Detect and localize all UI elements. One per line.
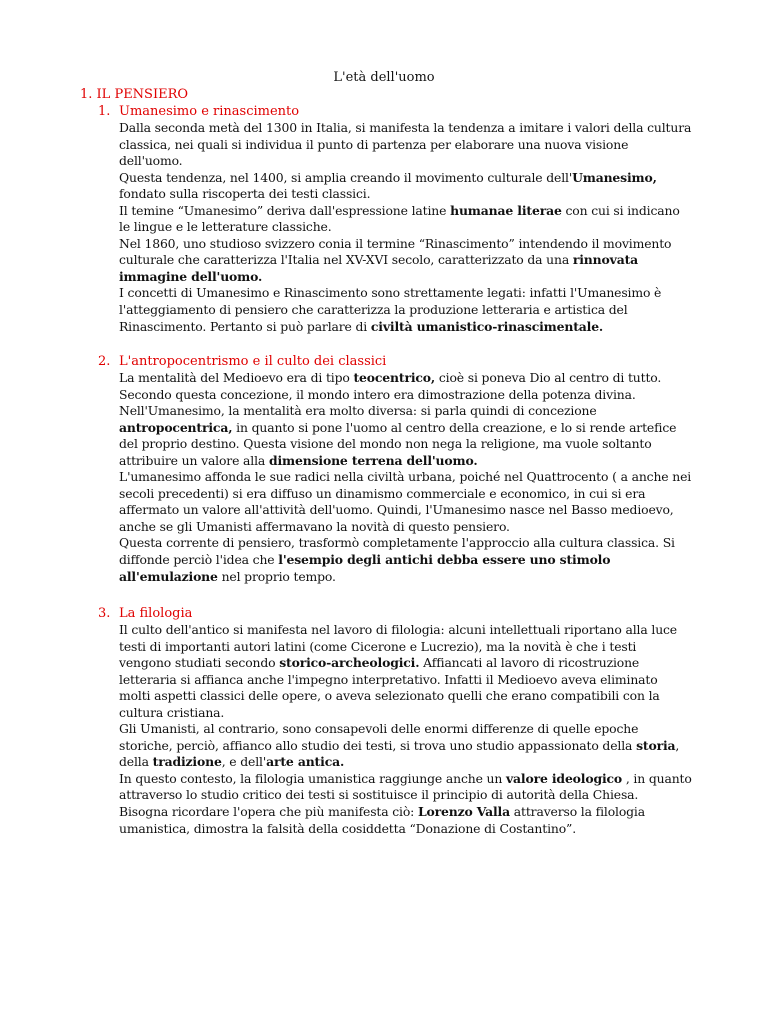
bold-text: immagine dell'uomo.	[119, 268, 263, 284]
text-line	[119, 552, 718, 569]
document-title: L'età dell'uomo	[333, 70, 435, 85]
text-line	[119, 269, 718, 286]
text-line	[119, 370, 718, 387]
bold-text: tradizione	[152, 754, 222, 770]
bold-text: humanae literae	[450, 202, 562, 218]
text-line	[119, 252, 718, 269]
text-line	[119, 804, 718, 821]
text-run: umanistica, dimostra la falsità della cosiddetta “Donazione di Costantino”.	[119, 820, 577, 836]
text-run: Nell'Umanesimo, la mentalità era molto diversa: si parla quindi di concezione	[119, 403, 597, 419]
text-run: classica, nei quali si individua il punto di partenza per elaborare una nuova visione	[119, 136, 629, 152]
text-run: Il temine “Umanesimo” deriva dall'espressione latine	[119, 202, 451, 218]
section-heading	[98, 353, 718, 370]
text-line	[119, 203, 718, 220]
bold-text: storia	[636, 737, 676, 753]
text-line	[119, 153, 718, 170]
section-number: 2.	[98, 354, 111, 369]
text-run: Questa tendenza, nel 1400, si amplia creando il movimento culturale dell'	[119, 169, 573, 185]
section-title: L'antropocentrismo e il culto dei classici	[119, 354, 387, 369]
bold-text: arte antica.	[266, 754, 345, 770]
text-line	[119, 403, 718, 420]
text-line	[119, 170, 718, 187]
text-run: , e dell'	[221, 754, 267, 770]
text-run: L'umanesimo affonda le sue radici nella civiltà urbana, poiché nel Quattrocento ( a anche nei	[119, 469, 692, 485]
text-run: affermato un valore all'attività dell'uomo. Quindi, l'Umanesimo nasce nel Basso medioevo,	[119, 502, 674, 518]
section-antropocentrismo	[98, 353, 718, 585]
text-run: In questo contesto, la filologia umanistica raggiunge anche un	[119, 770, 506, 786]
text-run: secoli precedenti) si era diffuso un dinamismo commerciale e economico, in cui si era	[119, 485, 646, 501]
text-run: ,	[675, 737, 680, 753]
text-run: I concetti di Umanesimo e Rinascimento sono strettamente legati: infatti l'Umanesimo è	[119, 285, 662, 301]
text-line	[119, 387, 718, 404]
text-run: in quanto si pone l'uomo al centro della creazione, e lo si rende artefice	[232, 419, 677, 435]
bold-text: civiltà umanistico-rinascimentale.	[370, 318, 604, 334]
text-line	[119, 754, 718, 771]
text-line	[119, 688, 718, 705]
bold-text: Umanesimo,	[572, 169, 657, 185]
bold-text: antropocentrica,	[119, 419, 233, 435]
text-line	[119, 639, 718, 656]
text-line	[119, 236, 718, 253]
text-line	[119, 120, 718, 137]
text-line	[119, 453, 718, 470]
text-run: fondato sulla riscoperta dei testi classici.	[119, 186, 371, 202]
text-run: Nel 1860, uno studioso svizzero conia il termine “Rinascimento” intendendo il movimento	[119, 235, 672, 251]
section-body	[119, 370, 718, 585]
section-heading	[98, 103, 718, 120]
text-run: , in quanto	[622, 770, 692, 786]
bold-text: l'esempio degli antichi debba essere uno stimolo	[278, 552, 611, 568]
text-run: Il culto dell'antico si manifesta nel lavoro di filologia: alcuni intellettuali riportano alla luce	[119, 622, 677, 637]
text-line	[119, 420, 718, 437]
bold-text: valore ideologico	[506, 770, 623, 786]
text-run: Questa corrente di pensiero, trasformò completamente l'approccio alla cultura classica. Si	[119, 535, 675, 551]
text-run: cultura cristiana.	[119, 704, 225, 720]
text-run: Rinascimento. Pertanto si può parlare di	[119, 318, 371, 334]
section-body	[119, 120, 718, 335]
section-heading	[98, 605, 718, 622]
text-line	[119, 672, 718, 689]
main-heading	[80, 86, 188, 103]
main-heading-text: IL PENSIERO	[96, 87, 189, 102]
text-line	[119, 771, 718, 788]
section-filologia	[98, 605, 718, 837]
text-line	[119, 535, 718, 552]
text-run: le lingue e le letterature classiche.	[119, 219, 332, 235]
text-line	[119, 655, 718, 672]
text-line	[119, 137, 718, 154]
text-run: culturale che caratterizza l'Italia nel XV-XVI secolo, caratterizzato da una	[119, 252, 573, 268]
text-run: Bisogna ricordare l'opera che più manifesta ciò:	[119, 804, 418, 820]
text-line	[119, 469, 718, 486]
section-body	[119, 622, 718, 837]
text-run: anche se gli Umanisti affermavano la novità di questo pensiero.	[119, 518, 510, 534]
text-line	[119, 436, 718, 453]
text-run: attraverso la filologia	[510, 804, 645, 820]
bold-text: storico-archeologici.	[279, 655, 420, 671]
text-line	[119, 219, 718, 236]
section-title: Umanesimo e rinascimento	[119, 104, 300, 119]
text-line	[119, 186, 718, 203]
text-line	[119, 502, 718, 519]
text-run: attribuire un valore alla	[119, 452, 269, 468]
text-run: molti aspetti classici delle opere, o aveva selezionato quelli che erano compatibili con la	[119, 688, 660, 704]
text-run: diffonde perciò l'idea che	[119, 552, 279, 568]
main-heading-number: 1.	[80, 87, 93, 102]
text-run: attraverso lo studio critico dei testi si sostituisce il principio di autorità della Chiesa.	[119, 787, 639, 803]
section-umanesimo	[98, 103, 718, 335]
bold-text: all'emulazione	[119, 568, 218, 584]
text-line	[119, 787, 718, 804]
text-run: Dalla seconda metà del 1300 in Italia, si manifesta la tendenza a imitare i valori della cultura	[119, 120, 692, 135]
section-number: 1.	[98, 104, 111, 119]
bold-text: teocentrico,	[353, 370, 436, 385]
text-run: Affiancati al lavoro di ricostruzione	[419, 655, 640, 671]
text-line	[119, 319, 718, 336]
text-run: cioè si poneva Dio al centro di tutto.	[435, 370, 662, 385]
text-line	[119, 285, 718, 302]
text-run: con cui si indicano	[561, 202, 680, 218]
text-line	[119, 302, 718, 319]
text-line	[119, 705, 718, 722]
text-line	[119, 569, 718, 586]
text-run: testi di importanti autori latini (come Cicerone e Lucrezio), ma la novità è che i testi	[119, 638, 637, 654]
section-title: La filologia	[119, 606, 193, 621]
text-line	[119, 622, 718, 639]
section-number: 3.	[98, 606, 111, 621]
text-run: del proprio destino. Questa visione del mondo non nega la religione, ma vuole soltanto	[119, 436, 652, 452]
text-line	[119, 721, 718, 738]
bold-text: Lorenzo Valla	[417, 804, 510, 820]
text-run: vengono studiati secondo	[119, 655, 280, 671]
text-run: della	[119, 754, 153, 770]
text-run: letteraria si affianca anche l'impegno interpretativo. Infatti il Medioevo aveva eliminato	[119, 671, 658, 687]
text-line	[119, 486, 718, 503]
bold-text: rinnovata	[572, 252, 639, 268]
text-run: nel proprio tempo.	[217, 568, 336, 584]
text-line	[119, 821, 718, 838]
bold-text: dimensione terrena dell'uomo.	[268, 452, 478, 468]
text-line	[119, 519, 718, 536]
text-line	[119, 738, 718, 755]
text-run: La mentalità del Medioevo era di tipo	[119, 370, 354, 385]
text-run: l'atteggiamento di pensiero che caratterizza la produzione letteraria e artistica del	[119, 302, 628, 318]
text-run: Secondo questa concezione, il mondo intero era dimostrazione della potenza divina.	[119, 386, 636, 402]
text-run: dell'uomo.	[119, 153, 183, 169]
text-run: Gli Umanisti, al contrario, sono consapevoli delle enormi differenze di quelle epoche	[119, 721, 639, 737]
text-run: storiche, perciò, affianco allo studio dei testi, si trova uno studio appassionato della	[119, 737, 637, 753]
